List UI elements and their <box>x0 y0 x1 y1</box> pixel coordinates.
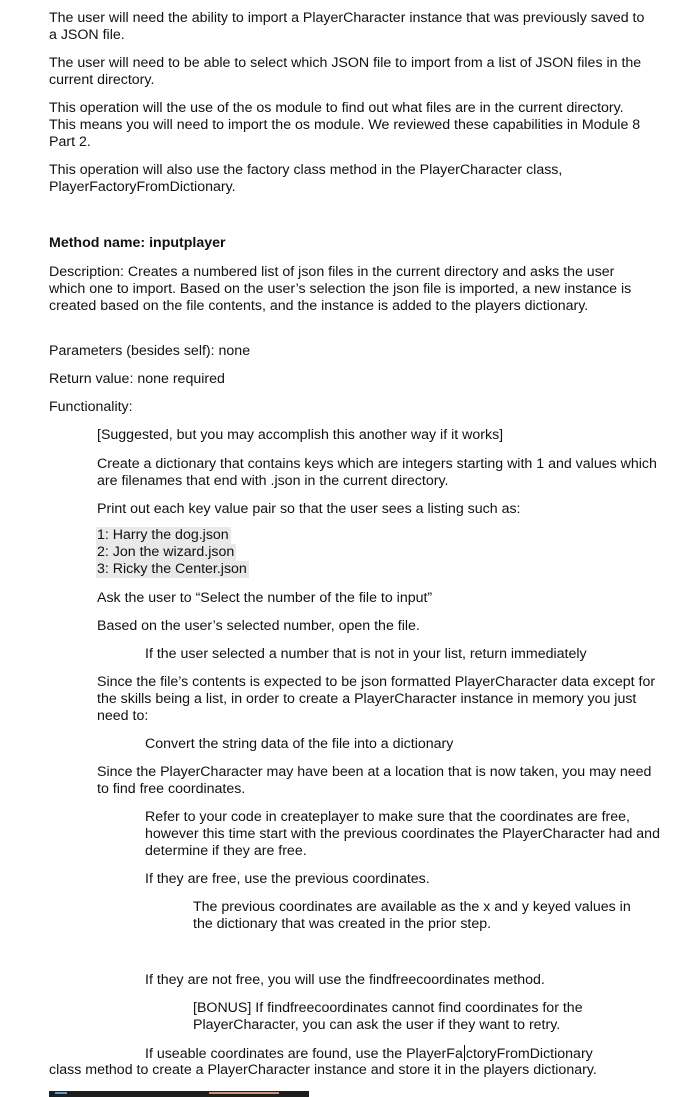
code-token-keyword <box>55 1092 67 1094</box>
convert-step: Convert the string data of the file into a dictionary <box>145 736 454 752</box>
suggested-note: [Suggested, but you may accomplish this another way if it works] <box>97 427 504 443</box>
intro-paragraph-2: The user will need to be able to select which JSON file to import from a list of JSON files in the current directory. <box>49 55 642 88</box>
print-pairs-step: Print out each key value pair so that the user sees a listing such as: <box>97 501 521 517</box>
useable-coordinates-continuation: class method to create a PlayerCharacter instance and store it in the players dictionary. <box>49 1062 597 1078</box>
useable-text-part-2: ctoryFromDictionary <box>465 1046 593 1062</box>
code-token-string <box>209 1092 279 1094</box>
code-block-preview <box>49 1091 309 1097</box>
not-in-list-step: If the user selected a number that is not in your list, return immediately <box>145 646 587 662</box>
method-parameters: Parameters (besides self): none <box>49 343 251 359</box>
list-item: 1: Harry the dog.json <box>97 527 229 543</box>
method-functionality: Functionality: <box>49 399 133 415</box>
open-file-step: Based on the user’s selected number, open the file. <box>97 618 420 634</box>
create-dictionary-step: Create a dictionary that contains keys which are integers starting with 1 and values which are filenames that end with .json in the current directory. <box>97 456 657 489</box>
ask-user-step: Ask the user to “Select the number of the file to input” <box>97 590 433 606</box>
refer-code-step: Refer to your code in createplayer to make sure that the coordinates are free, however this time start with the previous coordinates the PlayerCharacter had and determine if they are free. <box>145 809 660 859</box>
useable-coordinates-step <box>145 1045 665 1063</box>
bonus-step: [BONUS] If findfreecoordinates cannot find coordinates for the PlayerCharacter, you can ask the user if they want to retry. <box>193 1000 583 1033</box>
if-not-free-step: If they are not free, you will use the findfreecoordinates method. <box>145 972 545 988</box>
location-taken-step: Since the PlayerCharacter may have been at a location that is now taken, you may need to find free coordinates. <box>97 764 652 797</box>
method-name-heading: Method name: inputplayer <box>49 235 226 251</box>
intro-paragraph-3: This operation will the use of the os module to find out what files are in the current directory. This means you will need to import the os module. We reviewed these capabilities in Module 8 Part 2. <box>49 100 641 150</box>
example-file-listing <box>96 527 249 578</box>
list-item: 2: Jon the wizard.json <box>97 544 235 560</box>
json-expected-step: Since the file’s contents is expected to be json formatted PlayerCharacter data except for the skills being a list, in order to create a PlayerCharacter instance in memory you just need to: <box>97 674 656 724</box>
intro-paragraph-4: This operation will also use the factory class method in the PlayerCharacter class, PlayerFactoryFromDictionary. <box>49 162 563 195</box>
method-return-value: Return value: none required <box>49 371 225 387</box>
useable-text-part-1: If useable coordinates are found, use the PlayerFa <box>145 1046 463 1062</box>
previous-coordinates-step: The previous coordinates are available as the x and y keyed values in the dictionary that was created in the prior step. <box>193 899 631 932</box>
intro-paragraph-1: The user will need the ability to import a PlayerCharacter instance that was previously saved to a JSON file. <box>49 10 645 43</box>
list-item: 3: Ricky the Center.json <box>97 561 247 577</box>
if-free-step: If they are free, use the previous coordinates. <box>145 871 430 887</box>
text-cursor <box>464 1045 465 1061</box>
method-description: Description: Creates a numbered list of json files in the current directory and asks the user which one to import. Based on the user’s selection the json file is imported, a new instance is created based on the file contents, and the instance is added to the players dictionary. <box>49 264 632 314</box>
